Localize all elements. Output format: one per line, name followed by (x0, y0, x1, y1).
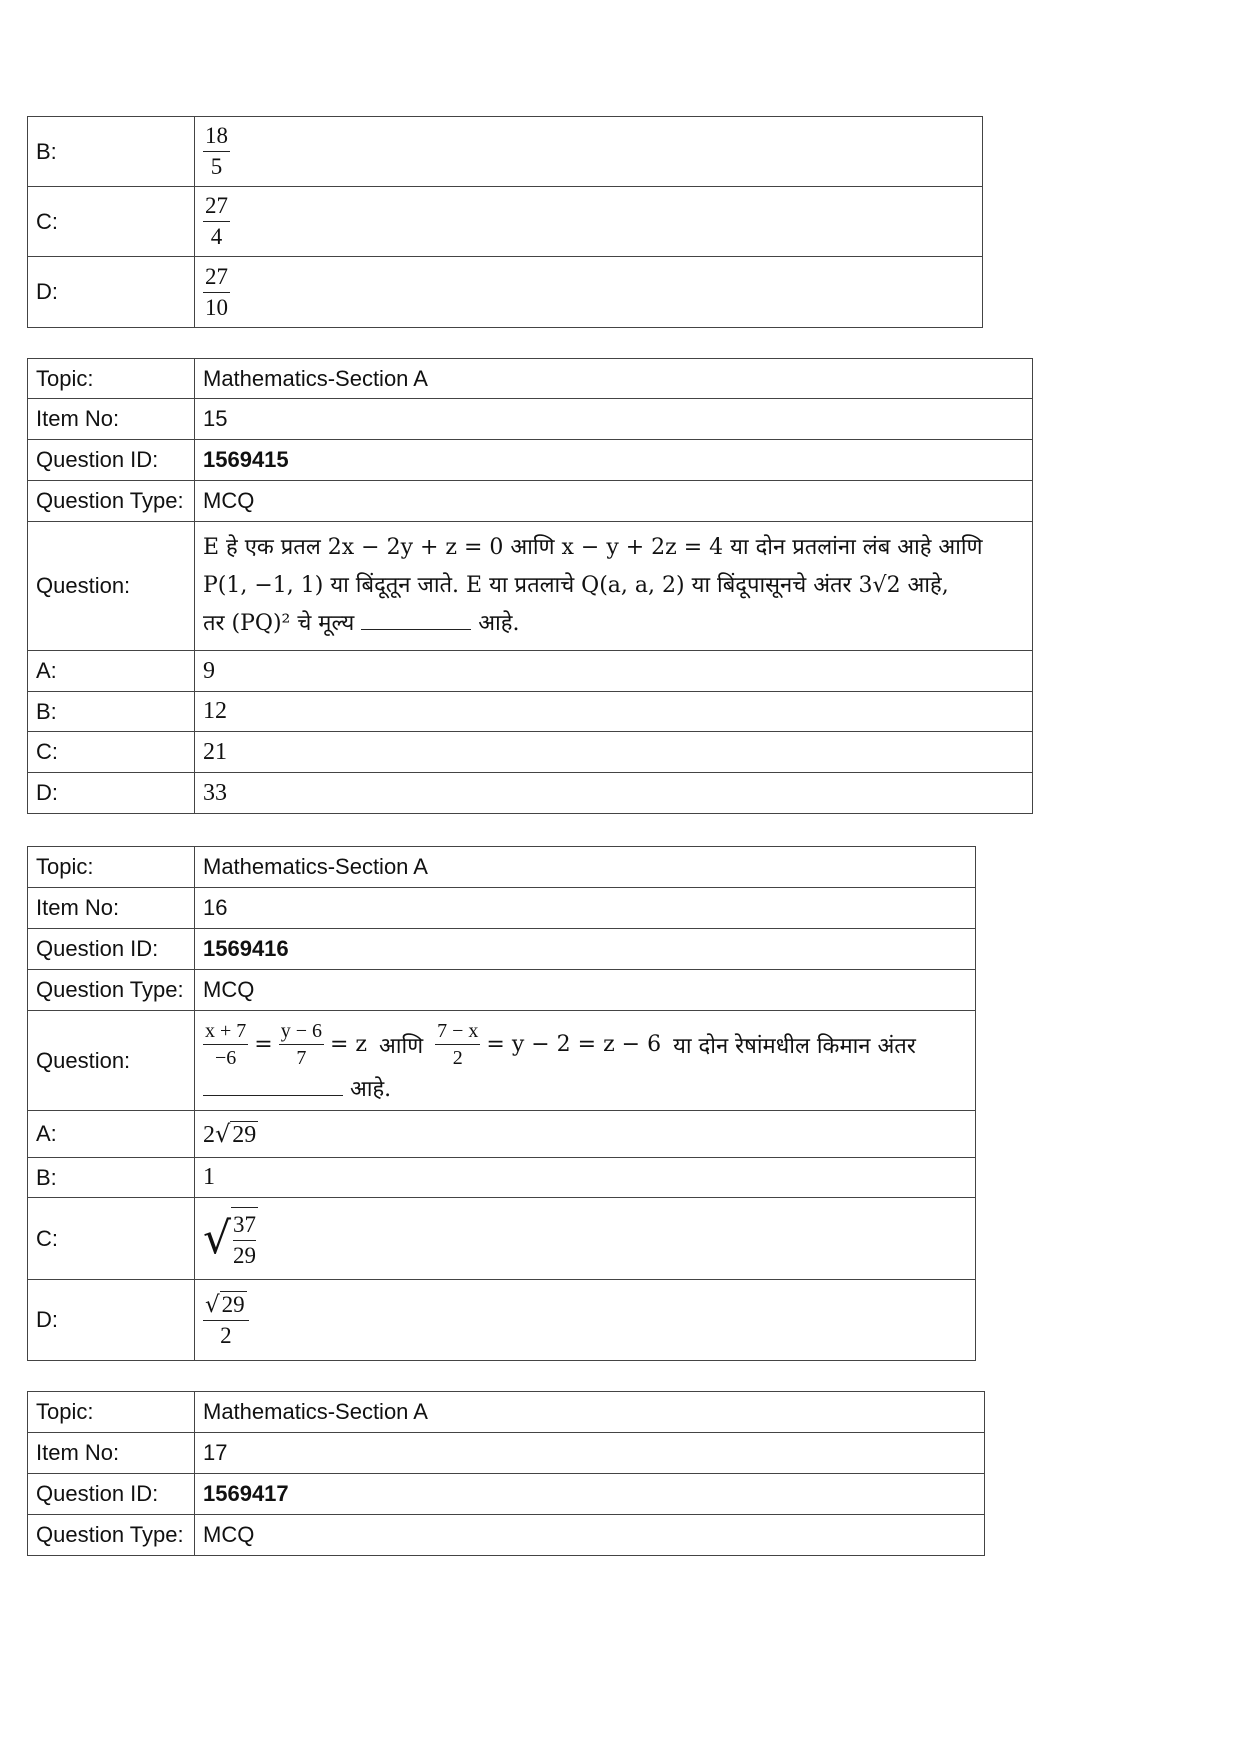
topic-label: Topic: (28, 359, 195, 399)
question-label: Question: (28, 1011, 195, 1111)
question-id-row (28, 929, 976, 970)
question-row (28, 1011, 976, 1111)
item-no-label: Item No: (28, 399, 195, 440)
square-root-fraction: √ $\frac{37}{29}$ (203, 1207, 258, 1271)
topic-label: Topic: (28, 847, 195, 888)
equation-fraction: $\frac{x + 7}{-6}$ (205, 1020, 247, 1069)
question-type-row (28, 1515, 985, 1556)
question-id-value: 1569415 (195, 440, 1033, 481)
topic-value: Mathematics-Section A (195, 359, 1033, 399)
option-row (28, 117, 983, 187)
option-label: D: (28, 257, 195, 328)
question-type-row (28, 481, 1033, 522)
item-no-value: 16 (195, 888, 976, 929)
option-fraction: $\frac{18}{5}$ (205, 123, 228, 179)
question-id-value: 1569417 (195, 1474, 985, 1515)
question-type-label: Question Type: (28, 970, 195, 1011)
question-15-table (27, 358, 1033, 814)
option-row (28, 692, 1033, 732)
option-label: A: (28, 1111, 195, 1158)
question-type-value: MCQ (195, 481, 1033, 522)
topic-row (28, 1392, 985, 1433)
option-label: B: (28, 1158, 195, 1198)
option-fraction: $\frac{27}{4}$ (205, 193, 228, 249)
topic-value: Mathematics-Section A (195, 847, 976, 888)
option-row (28, 773, 1033, 814)
item-no-label: Item No: (28, 888, 195, 929)
option-label: D: (28, 773, 195, 814)
topic-row (28, 847, 976, 888)
item-no-row (28, 1433, 985, 1474)
equation-fraction: $\frac{y - 6}{7}$ (280, 1020, 322, 1069)
topic-row (28, 359, 1033, 399)
option-label: C: (28, 187, 195, 257)
option-fraction: $\frac{√29}{2}$ (203, 1290, 249, 1351)
item-no-row (28, 399, 1033, 440)
question-label: Question: (28, 522, 195, 651)
item-no-value: 17 (195, 1433, 985, 1474)
question-17-table (27, 1391, 985, 1556)
option-row (28, 1280, 976, 1361)
square-root: √29 (215, 1119, 257, 1148)
option-value: 2√29 (195, 1111, 976, 1158)
question-type-row (28, 970, 976, 1011)
option-row (28, 257, 983, 328)
answer-blank (203, 1075, 343, 1096)
question-row (28, 522, 1033, 651)
question-id-label: Question ID: (28, 1474, 195, 1515)
question-14-options-table (27, 116, 983, 328)
option-label: B: (28, 692, 195, 732)
item-no-value: 15 (195, 399, 1033, 440)
item-no-label: Item No: (28, 1433, 195, 1474)
question-id-value: 1569416 (195, 929, 976, 970)
option-label: A: (28, 651, 195, 692)
option-row (28, 651, 1033, 692)
option-label: D: (28, 1280, 195, 1361)
option-row (28, 1111, 976, 1158)
equation-fraction: $\frac{7 - x}{2}$ (437, 1020, 479, 1069)
question-type-value: MCQ (195, 970, 976, 1011)
option-row (28, 732, 1033, 773)
question-type-label: Question Type: (28, 1515, 195, 1556)
question-id-row (28, 440, 1033, 481)
question-text: $\frac{x + 7}{-6}$ = $\frac{y - 6}{7}$ = z आणि $\frac{7 - x}{2}$ = y − 2 = z − 6 या दोन रेषांमधील किमान अंतर आहे. (195, 1011, 976, 1111)
topic-value: Mathematics-Section A (195, 1392, 985, 1433)
option-value: 9 (195, 651, 1033, 692)
question-id-label: Question ID: (28, 440, 195, 481)
topic-label: Topic: (28, 1392, 195, 1433)
option-value: 33 (195, 773, 1033, 814)
option-value: 1 (195, 1158, 976, 1198)
question-16-table (27, 846, 976, 1361)
option-label: C: (28, 1198, 195, 1280)
answer-blank (361, 609, 471, 630)
option-label: C: (28, 732, 195, 773)
question-id-row (28, 1474, 985, 1515)
question-type-value: MCQ (195, 1515, 985, 1556)
option-value (195, 1280, 976, 1361)
option-value: 12 (195, 692, 1033, 732)
option-row (28, 1158, 976, 1198)
option-label: B: (28, 117, 195, 187)
item-no-row (28, 888, 976, 929)
option-fraction: $\frac{27}{10}$ (205, 263, 228, 320)
option-value: 21 (195, 732, 1033, 773)
option-row (28, 1198, 976, 1280)
question-type-label: Question Type: (28, 481, 195, 522)
option-row (28, 187, 983, 257)
question-text: E हे एक प्रतल 2x − 2y + z = 0 आणि x − y + 2z = 4 या दोन प्रतलांना लंब आहे आणि P(1, −1, 1) या बिंदूतून जाते. E या प्रतलाचे Q(a, a, 2) या बिंदूपासूनचे अंतर 3√2 आहे, तर (PQ)² चे मूल्य आहे. (195, 522, 1033, 651)
question-id-label: Question ID: (28, 929, 195, 970)
option-value (195, 1198, 976, 1280)
